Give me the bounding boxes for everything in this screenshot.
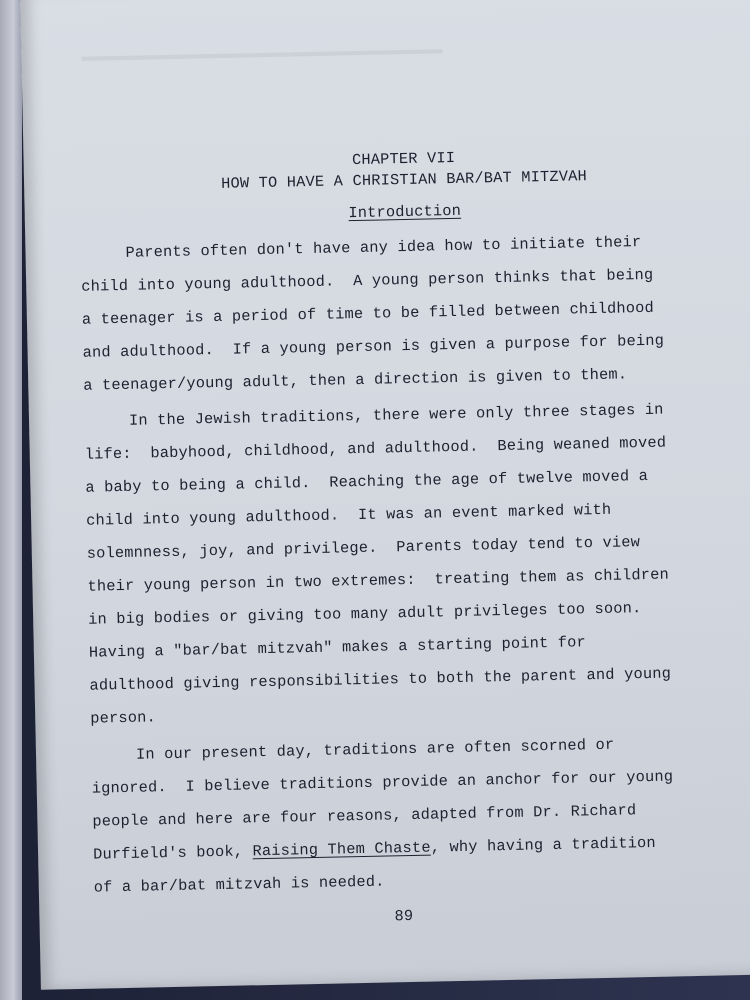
book-title: Raising Them Chaste [252,838,431,861]
page-number: 89 [394,906,414,926]
section-heading: Introduction [348,201,462,223]
book-page [20,0,750,990]
paragraph-line: solemnness, joy, and privilege. Parents today tend to view [86,533,641,563]
chapter-title: HOW TO HAVE A CHRISTIAN BAR/BAT MITZVAH [221,167,588,193]
paragraph-line: in big bodies or giving too many adult privileges too soon. [88,599,642,629]
paragraph-line: and adulthood. If a young person is given a purpose for being [82,331,665,362]
line-text: , why having a tradition [430,833,657,857]
paragraph-line: a teenager is a period of time to be filled between childhood [81,298,655,329]
show-through-texture: ▬▬▬▬▬▬▬▬▬▬▬▬▬▬▬▬▬▬▬▬▬▬▬▬▬▬▬▬▬▬▬▬▬▬▬▬▬▬▬▬ [81,41,443,67]
chapter-heading: CHAPTER VII [351,148,456,170]
paragraph-line: child into young adulthood. A young person thinks that being [81,265,654,296]
paragraph-line: person. [90,708,157,728]
paragraph-line: adulthood giving responsibilities to both the parent and young [89,664,672,695]
line-text: Durfield's book, [92,842,253,864]
book-binding [0,0,22,1000]
paragraph-line: of a bar/bat mitzvah is needed. [93,872,385,897]
paragraph-line: In the Jewish traditions, there were only three stages in [128,400,664,430]
page-content [20,0,750,990]
paragraph-line: a baby to being a child. Reaching the age of twelve moved a [85,466,649,497]
paragraph-line: a teenager/young adult, then a direction is given to them. [83,365,628,395]
paragraph-line: child into young adulthood. It was an event marked with [85,500,612,530]
paragraph-line: Having a "bar/bat mitzvah" makes a starting point for [88,633,587,662]
paragraph-line: ignored. I believe traditions provide an anchor for our young [91,767,674,798]
paragraph-line: Parents often don't have any idea how to initiate their [125,233,642,262]
paragraph-line: life: babyhood, childhood, and adulthood. Being weaned moved [84,433,667,464]
paragraph-line: In our present day, traditions are often scorned or [135,735,615,764]
paragraph-line [93,834,656,864]
paragraph-line: people and here are four reasons, adapted from Dr. Richard [92,801,637,831]
paragraph-line: their young person in two extremes: treating them as children [87,565,670,596]
